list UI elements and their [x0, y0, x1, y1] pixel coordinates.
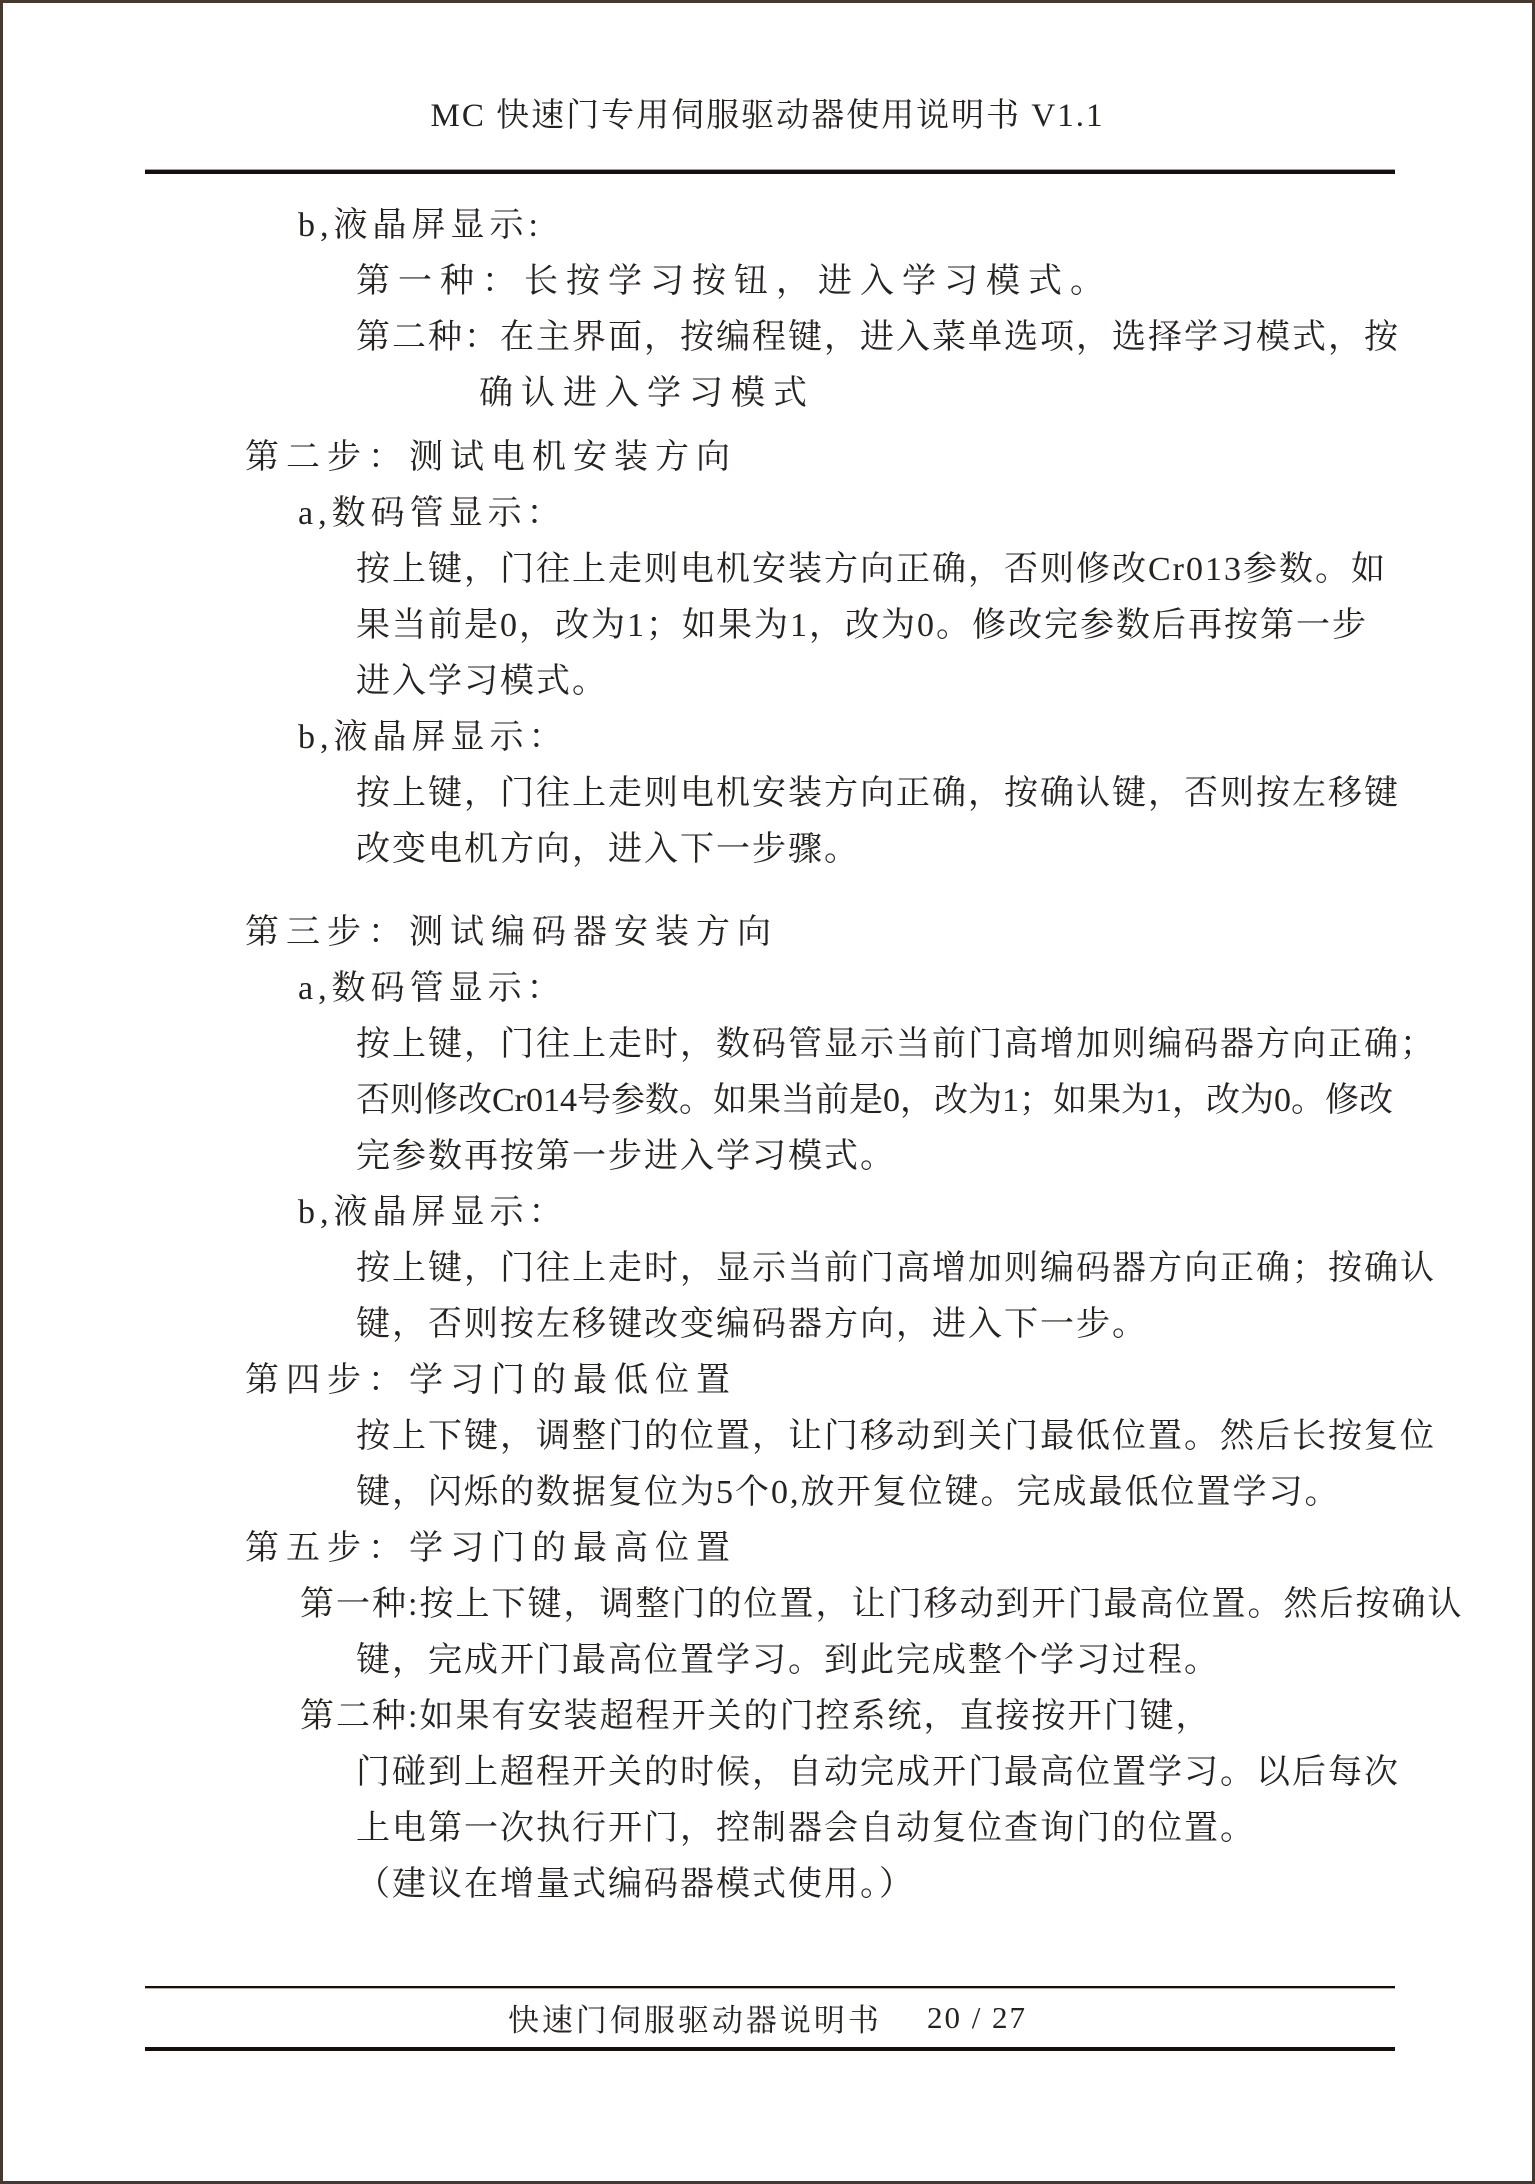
text-line: 键，闪烁的数据复位为5个0,放开复位键。完成最低位置学习。 — [356, 1474, 1341, 1511]
text-line: 门碰到上超程开关的时候，自动完成开门最高位置学习。以后每次 — [356, 1754, 1400, 1791]
page-content — [3, 198, 1532, 1913]
text-line: b,液晶屏显示： — [298, 1194, 568, 1231]
text-line: 键，否则按左移键改变编码器方向，进入下一步。 — [356, 1306, 1148, 1343]
text-line: （建议在增量式编码器模式使用。） — [356, 1866, 915, 1903]
text-line: 键，完成开门最高位置学习。到此完成整个学习过程。 — [356, 1642, 1220, 1679]
text-line: 按上下键，调整门的位置，让门移动到关门最低位置。然后长按复位 — [356, 1418, 1436, 1455]
text-line: 按上键，门往上走时，数码管显示当前门高增加则编码器方向正确； — [356, 1026, 1436, 1063]
text-line: 按上键，门往上走则电机安装方向正确，按确认键，否则按左移键 — [356, 775, 1400, 812]
text-line: 完参数再按第一步进入学习模式。 — [356, 1138, 896, 1175]
footer-doc-name: 快速门伺服驱动器说明书 — [507, 2003, 882, 2038]
text-line: b,液晶屏显示: — [298, 207, 543, 244]
text-line: 第二种：在主界面，按编程键，进入菜单选项，选择学习模式，按 — [356, 319, 1400, 356]
text-line: 果当前是0，改为1；如果为1，改为0。修改完参数后再按第一步 — [356, 607, 1368, 644]
footer-rule-top — [145, 1986, 1395, 1989]
text-line: 第一种：长按学习按钮，进入学习模式。 — [356, 263, 1112, 300]
header-rule — [145, 169, 1395, 174]
text-line: 改变电机方向，进入下一步骤。 — [356, 831, 860, 868]
text-line: 第二种:如果有安装超程开关的门控系统，直接按开门键， — [300, 1698, 1212, 1735]
text-line: 第五步：学习门的最高位置 — [245, 1530, 737, 1567]
text-line: b,液晶屏显示： — [298, 719, 568, 756]
footer-page-number: 20 / 27 — [926, 1999, 1028, 2035]
text-line: 第四步：学习门的最低位置 — [245, 1362, 737, 1399]
footer-rule-bottom — [145, 2047, 1395, 2051]
text-line: 第二步：测试电机安装方向 — [245, 439, 737, 476]
text-line: 上电第一次执行开门，控制器会自动复位查询门的位置。 — [356, 1810, 1256, 1847]
text-line: 进入学习模式。 — [356, 663, 608, 700]
text-line: 第一种:按上下键，调整门的位置，让门移动到开门最高位置。然后按确认 — [300, 1586, 1464, 1623]
text-line: a,数码管显示： — [298, 495, 566, 532]
page-footer — [3, 1995, 1532, 2040]
text-line: 按上键，门往上走则电机安装方向正确，否则修改Cr013参数。如 — [356, 551, 1387, 588]
text-line: 否则修改Cr014号参数。如果当前是0，改为1；如果为1，改为0。修改 — [356, 1082, 1393, 1119]
text-line: 按上键，门往上走时，显示当前门高增加则编码器方向正确；按确认 — [356, 1250, 1436, 1287]
text-line: 第三步：测试编码器安装方向 — [245, 914, 778, 951]
text-line: 确认进入学习模式 — [479, 375, 815, 412]
page-title: MC 快速门专用伺服驱动器使用说明书 V1.1 — [430, 98, 1105, 134]
text-line: a,数码管显示： — [298, 970, 566, 1007]
